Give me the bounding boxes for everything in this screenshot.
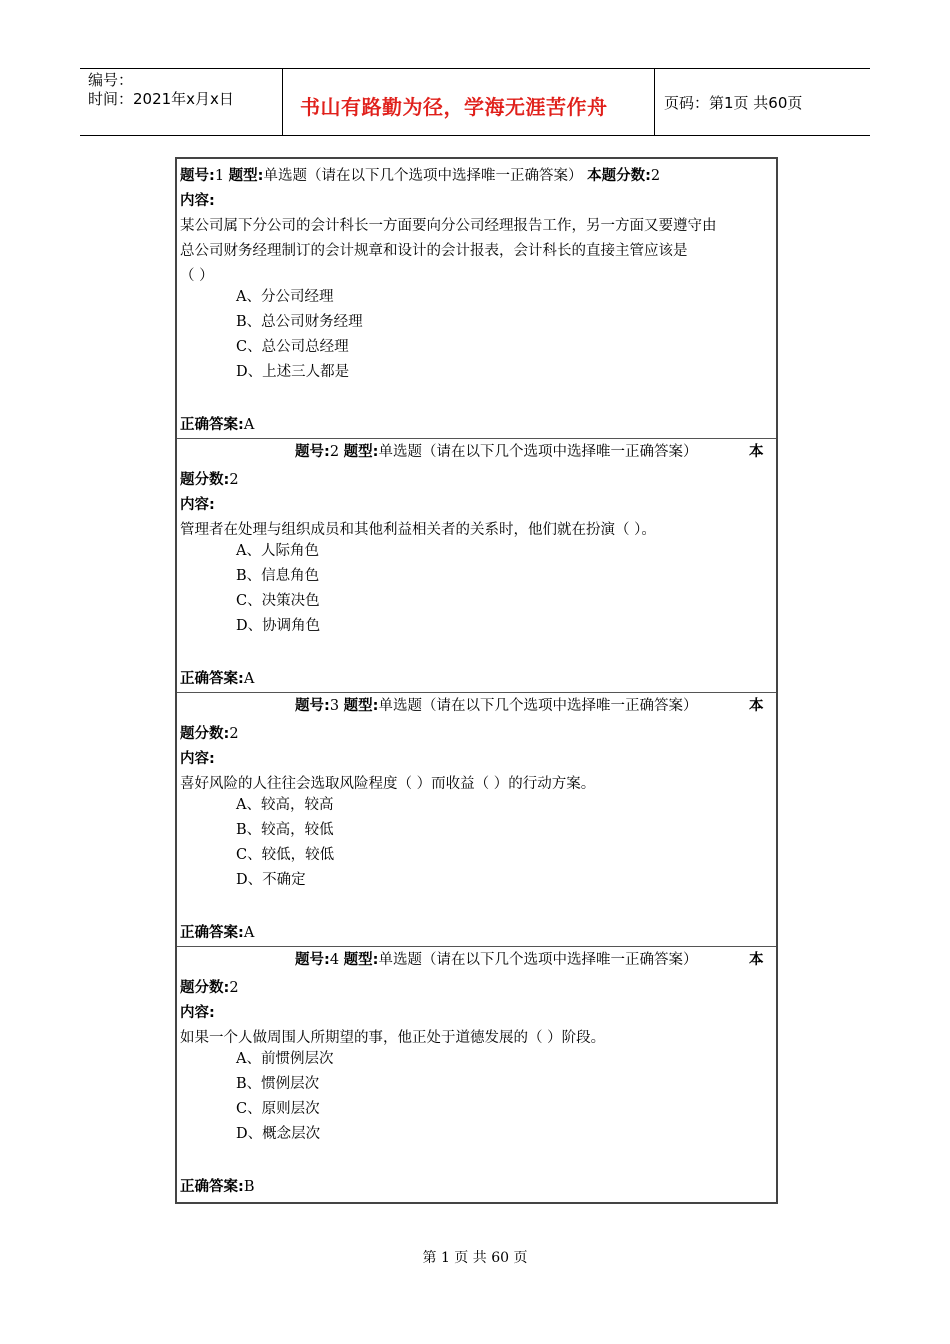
qtype-label: 题型:	[343, 952, 379, 968]
qnum-value: 2	[329, 444, 340, 460]
answer-line	[180, 1178, 254, 1197]
qtype-label: 题型:	[228, 168, 264, 184]
answer-line	[180, 416, 254, 435]
score-label-wrap-start: 题分数:	[180, 472, 230, 488]
qnum-label: 题号:	[180, 168, 215, 184]
qtype-label: 题型:	[343, 444, 379, 460]
header-top-rule	[80, 68, 870, 69]
qtype-value: 单选题（请在以下几个选项中选择唯一正确答案）	[378, 952, 698, 968]
content-label: 内容:	[180, 1005, 215, 1021]
header-page-label: 页码：第1页 共60页	[664, 94, 803, 112]
answer-line	[180, 924, 254, 943]
qtype-value: 单选题（请在以下几个选项中选择唯一正确答案）	[378, 444, 698, 460]
question-2	[177, 438, 776, 692]
header-motto: 书山有路勤为径，学海无涯苦作舟	[300, 95, 608, 119]
qtype-value: 单选题（请在以下几个选项中选择唯一正确答案）	[378, 698, 698, 714]
score-line	[180, 979, 239, 998]
question-1-header	[180, 167, 660, 186]
answer-value: A	[243, 925, 255, 941]
question-table	[175, 157, 778, 1204]
option-b: B、信息角色	[236, 568, 320, 584]
option-b: B、较高，较低	[236, 822, 334, 838]
option-d: D、概念层次	[236, 1126, 321, 1142]
option-a: A、人际角色	[236, 543, 319, 559]
content-line: 喜好风险的人往往会选取风险程度（ ）而收益（ ）的行动方案。	[180, 776, 596, 792]
score-line	[180, 725, 239, 744]
qnum-label: 题号:	[295, 444, 330, 460]
option-c: C、决策决色	[236, 593, 320, 609]
content-line: 总公司财务经理制订的会计规章和设计的会计报表，会计科长的直接主管应该是	[180, 243, 688, 259]
content-label: 内容:	[180, 193, 215, 209]
score-label-wrap-start: 题分数:	[180, 980, 230, 996]
page-footer: 第 1 页 共 60 页	[422, 1250, 528, 1266]
option-c: C、较低，较低	[236, 847, 335, 863]
score-label-wrap-start: 题分数:	[180, 726, 230, 742]
answer-value: A	[243, 671, 255, 687]
answer-label: 正确答案:	[180, 671, 244, 687]
qtype-value: 单选题（请在以下几个选项中选择唯一正确答案）	[263, 168, 583, 184]
score-label-wrap-end: 本	[749, 952, 764, 968]
qnum-value: 4	[329, 952, 340, 968]
score-label-wrap-end: 本	[749, 444, 764, 460]
qnum-value: 3	[329, 698, 340, 714]
question-4-header	[295, 951, 697, 970]
option-a: A、较高，较高	[236, 797, 334, 813]
answer-label: 正确答案:	[180, 417, 244, 433]
qnum-value: 1	[214, 168, 225, 184]
qtype-label: 题型:	[343, 698, 379, 714]
score-value: 2	[650, 168, 661, 184]
answer-value: B	[243, 1179, 255, 1195]
option-c: C、原则层次	[236, 1101, 320, 1117]
option-d: D、不确定	[236, 872, 306, 888]
score-value: 2	[229, 472, 239, 488]
header-number-label: 编号：	[88, 71, 134, 89]
content-label: 内容:	[180, 497, 215, 513]
content-line: 管理者在处理与组织成员和其他利益相关者的关系时，他们就在扮演（ ）。	[180, 522, 656, 538]
option-a: A、前惯例层次	[236, 1051, 334, 1067]
answer-label: 正确答案:	[180, 1179, 244, 1195]
score-label: 本题分数:	[587, 168, 651, 184]
answer-label: 正确答案:	[180, 925, 244, 941]
content-line: 某公司属下分公司的会计科长一方面要向分公司经理报告工作，另一方面又要遵守由	[180, 218, 717, 234]
header-divider-left	[282, 68, 283, 135]
option-b: B、总公司财务经理	[236, 314, 363, 330]
question-2-header	[295, 443, 697, 462]
question-4	[177, 946, 776, 1202]
content-line: 如果一个人做周围人所期望的事，他正处于道德发展的（ ）阶段。	[180, 1030, 606, 1046]
qnum-label: 题号:	[295, 952, 330, 968]
content-line: （ ）	[180, 268, 214, 284]
answer-value: A	[243, 417, 255, 433]
option-b: B、惯例层次	[236, 1076, 320, 1092]
question-3	[177, 692, 776, 946]
content-label: 内容:	[180, 751, 215, 767]
option-d: D、上述三人都是	[236, 364, 350, 380]
header-bottom-rule	[80, 135, 870, 136]
option-c: C、总公司总经理	[236, 339, 349, 355]
score-label-wrap-end: 本	[749, 698, 764, 714]
header-divider-right	[654, 68, 655, 135]
header-date-label: 时间：2021年x月x日	[88, 90, 234, 108]
question-3-header	[295, 697, 697, 716]
option-a: A、分公司经理	[236, 289, 334, 305]
option-d: D、协调角色	[236, 618, 321, 634]
score-value: 2	[229, 726, 239, 742]
score-value: 2	[229, 980, 239, 996]
answer-line	[180, 670, 254, 689]
qnum-label: 题号:	[295, 698, 330, 714]
score-line	[180, 471, 239, 490]
question-1	[177, 159, 776, 438]
